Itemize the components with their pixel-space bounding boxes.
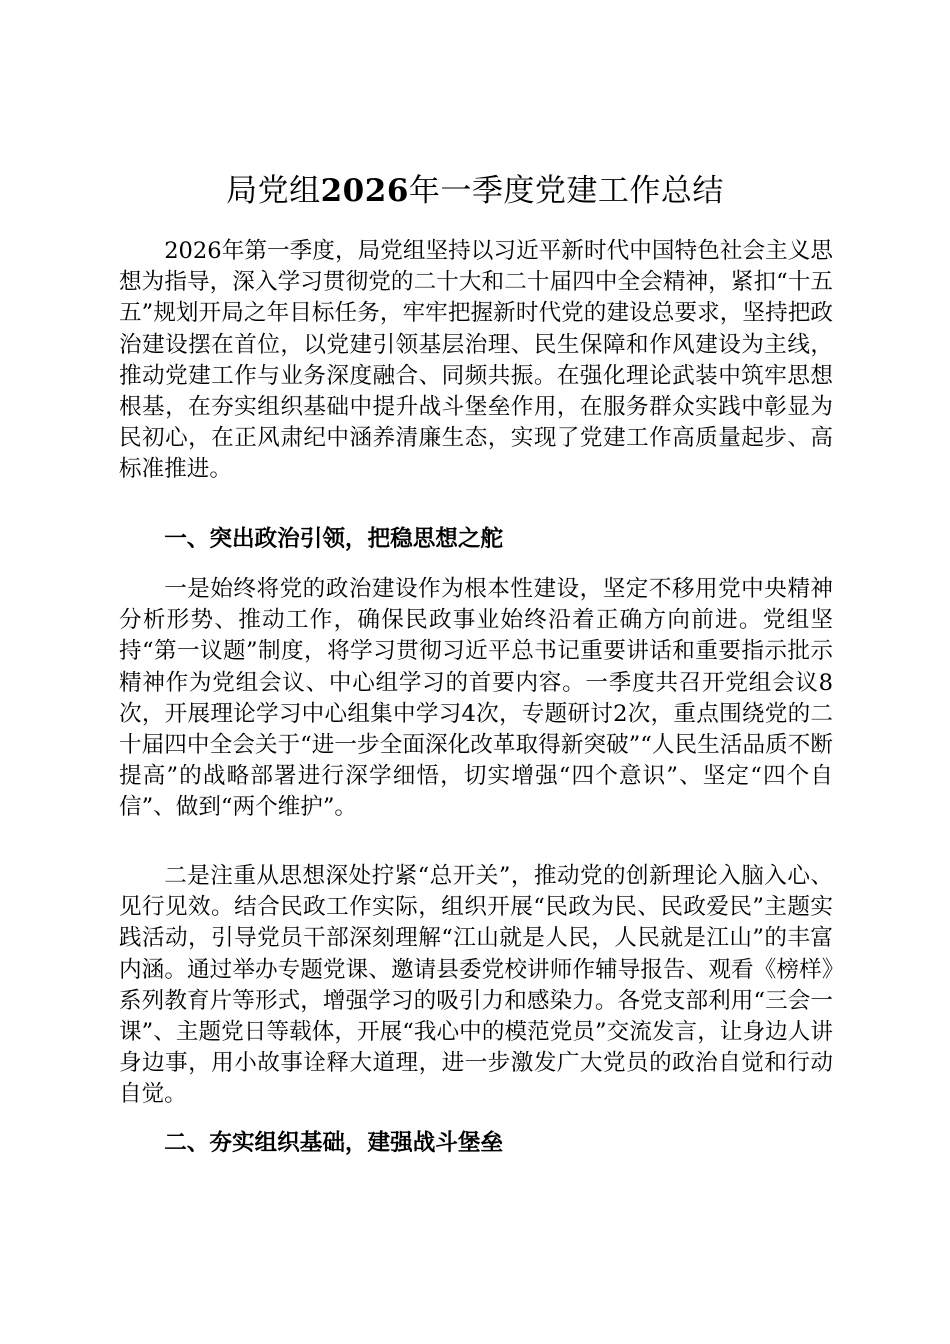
section-1-paragraph-1: 一是始终将党的政治建设作为根本性建设，坚定不移用党中央精神分析形势、推动工作，确保民政事业始终沿着正确方向前进。党组坚持“第一议题”制度，将学习贯彻习近平总书记重要讲话和重要指示批示精神作为党组会议、中心组学习的首要内容。一季度共召开党组会议8次，开展理论学习中心组集中学习4次，专题研讨2次，重点围绕党的二十届四中全会关于“进一步全面深化改革取得新突破”“人民生活品质不断提高”的战略部署进行深学细悟，切实增强“四个意识”、坚定“四个自信”、做到“两个维护”。 bbox=[119, 576, 833, 821]
document-title bbox=[0, 168, 950, 214]
title-text-after: 年一季度党建工作总结 bbox=[408, 173, 724, 209]
section-heading-1: 一、突出政治引领，把稳思想之舵 bbox=[164, 526, 504, 552]
section-1-paragraph-2: 二是注重从思想深处拧紧“总开关”，推动党的创新理论入脑入心、见行见效。结合民政工作实际，组织开展“民政为民、民政爱民”主题实践活动，引导党员干部深刻理解“江山就是人民，人民就是江山”的丰富内涵。通过举办专题党课、邀请县委党校讲师作辅导报告、观看《榜样》系列教育片等形式，增强学习的吸引力和感染力。各党支部利用“三会一课”、主题党日等载体，开展“我心中的模范党员”交流发言，让身边人讲身边事，用小故事诠释大道理，进一步激发广大党员的政治自觉和行动自觉。 bbox=[119, 863, 833, 1108]
title-text-before: 局党组 bbox=[226, 173, 321, 209]
title-year: 2026 bbox=[320, 173, 409, 209]
section-heading-2: 二、夯实组织基础，建强战斗堡垒 bbox=[164, 1130, 504, 1156]
intro-paragraph: 2026年第一季度，局党组坚持以习近平新时代中国特色社会主义思想为指导，深入学习贯彻党的二十大和二十届四中全会精神，紧扣“十五五”规划开局之年目标任务，牢牢把握新时代党的建设总要求，坚持把政治建设摆在首位，以党建引领基层治理、民生保障和作风建设为主线，推动党建工作与业务深度融合、同频共振。在强化理论武装中筑牢思想根基，在夯实组织基础中提升战斗堡垒作用，在服务群众实践中彰显为民初心，在正风肃纪中涵养清廉生态，实现了党建工作高质量起步、高标准推进。 bbox=[119, 238, 833, 483]
